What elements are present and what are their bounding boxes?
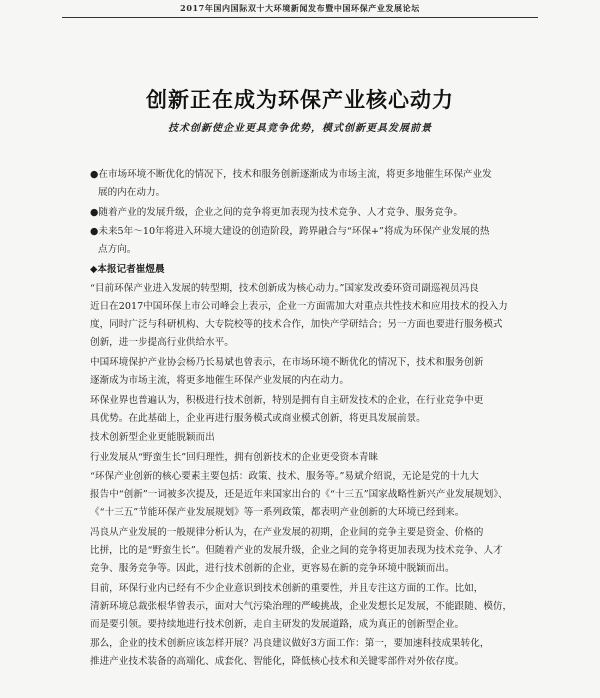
subheading [90,429,520,447]
text-line: ●随着产业的发展升级，企业之间的竞争将更加表现为技术竞争、人才竞争、服务竞争。 [90,206,463,218]
paragraph [90,392,520,428]
article-title: 创新正在成为环保产业核心动力 [146,88,454,112]
text-line: 而是要引领。要持续地进行技术创新，走自主研发的发展道路，成为真正的创新型企业。 [90,618,465,630]
header-rule [62,17,538,18]
paragraph [90,354,520,390]
text-line: 推进产业技术装备的高端化、成套化、智能化，降低核心技术和关键零部件对外依存度。 [90,656,465,668]
byline [90,261,520,279]
text-line: 创新，进一步提高行业供给水平。 [90,337,234,349]
text-line: ●未来5年～10年将进入环境大建设的创造阶段，跨界融合与“环保+”将成为环保产业发展的热 [90,226,490,238]
subheading [90,449,520,467]
bullet-point [90,166,520,202]
text-line: 《“十三五”节能环保产业发展规划》等一系列政策，都表明产业创新的大环境已经到来。 [90,507,465,519]
paragraph [90,635,520,671]
text-line: “目前环保产业进入发展的转型期，技术创新成为核心动力。”国家发改委环资司副巡视员冯良 [90,283,479,295]
text-line: 目前，环保行业内已经有不少企业意识到技术创新的重要性，并且专注这方面的工作。比如， [90,582,484,594]
article-subtitle: 技术创新使企业更具竞争优势，模式创新更具发展前景 [168,123,432,134]
text-line: 那么，企业的技术创新应该怎样开展？冯良建议做好3方面工作：第一，要加速科技成果转化， [90,638,490,650]
text-line: 技术创新型企业更能脱颖而出 [90,432,215,444]
text-line: “环保产业创新的核心要素主要包括：政策、技术、服务等。”易斌介绍说，无论是党的十九大 [90,471,479,483]
text-line: 竞争、服务竞争等。因此，进行技术创新的企业，更容易在新的竞争环境中脱颖而出。 [90,562,455,574]
bullet-point [90,223,520,259]
paragraph [90,280,520,352]
text-line: 度，同时广泛与科研机构、大专院校等的技术合作，加快产学研结合；另一方面也要进行服务模式 [90,319,503,331]
paragraph [90,580,520,634]
text-line: 点方向。 [98,244,137,256]
article-body [90,166,520,673]
running-header: 2017年国内国际双十大环境新闻发布暨中国环保产业发展论坛 [180,3,420,13]
text-line: 清新环境总裁张根华曾表示，面对大气污染治理的严峻挑战，企业发想长足发展，不能跟随、模仿， [90,600,513,612]
text-line: ●在市场环境不断优化的情况下，技术和服务创新逐渐成为市场主流，将更多地催生环保产业发 [90,169,492,180]
text-line: 比拼，比的是“野蛮生长”。但随着产业的发展升级，企业之间的竞争将更加表现为技术竞争、人才 [90,544,503,556]
text-line: ◆本报记者崔煜晨 [90,263,165,275]
text-line: 近日在2017中国环保上市公司峰会上表示，企业一方面需加大对重点共性技术和应用技术的投入力 [90,301,508,313]
text-line: 冯良从产业发展的一般规律分析认为，在产业发展的初期，企业间的竞争主要是资金、价格的 [90,526,484,538]
text-line: 报告中“创新”一词被多次提及，还是近年来国家出台的《“十三五”国家战略性新兴产业发展规划》、 [90,489,508,501]
paragraph [90,468,520,522]
bullet-point [90,204,520,222]
text-line: 逐渐成为市场主流，将更多地催生环保产业发展的内在动力。 [90,374,350,386]
text-line: 展的内在动力。 [98,187,166,198]
text-line: 环保业界也普遍认为，积极进行技术创新，特别是拥有自主研发技术的企业，在行业竞争中更 [90,394,484,406]
paragraph [90,524,520,578]
text-line: 行业发展从“野蛮生长”回归理性，拥有创新技术的企业更受资本青睐 [90,451,379,463]
text-line: 具优势。在此基础上，企业再进行服务模式或商业模式创新，将更具发展前景。 [90,412,426,424]
text-line: 中国环境保护产业协会杨乃长易斌也曾表示，在市场环境不断优化的情况下，技术和服务创新 [90,356,484,368]
